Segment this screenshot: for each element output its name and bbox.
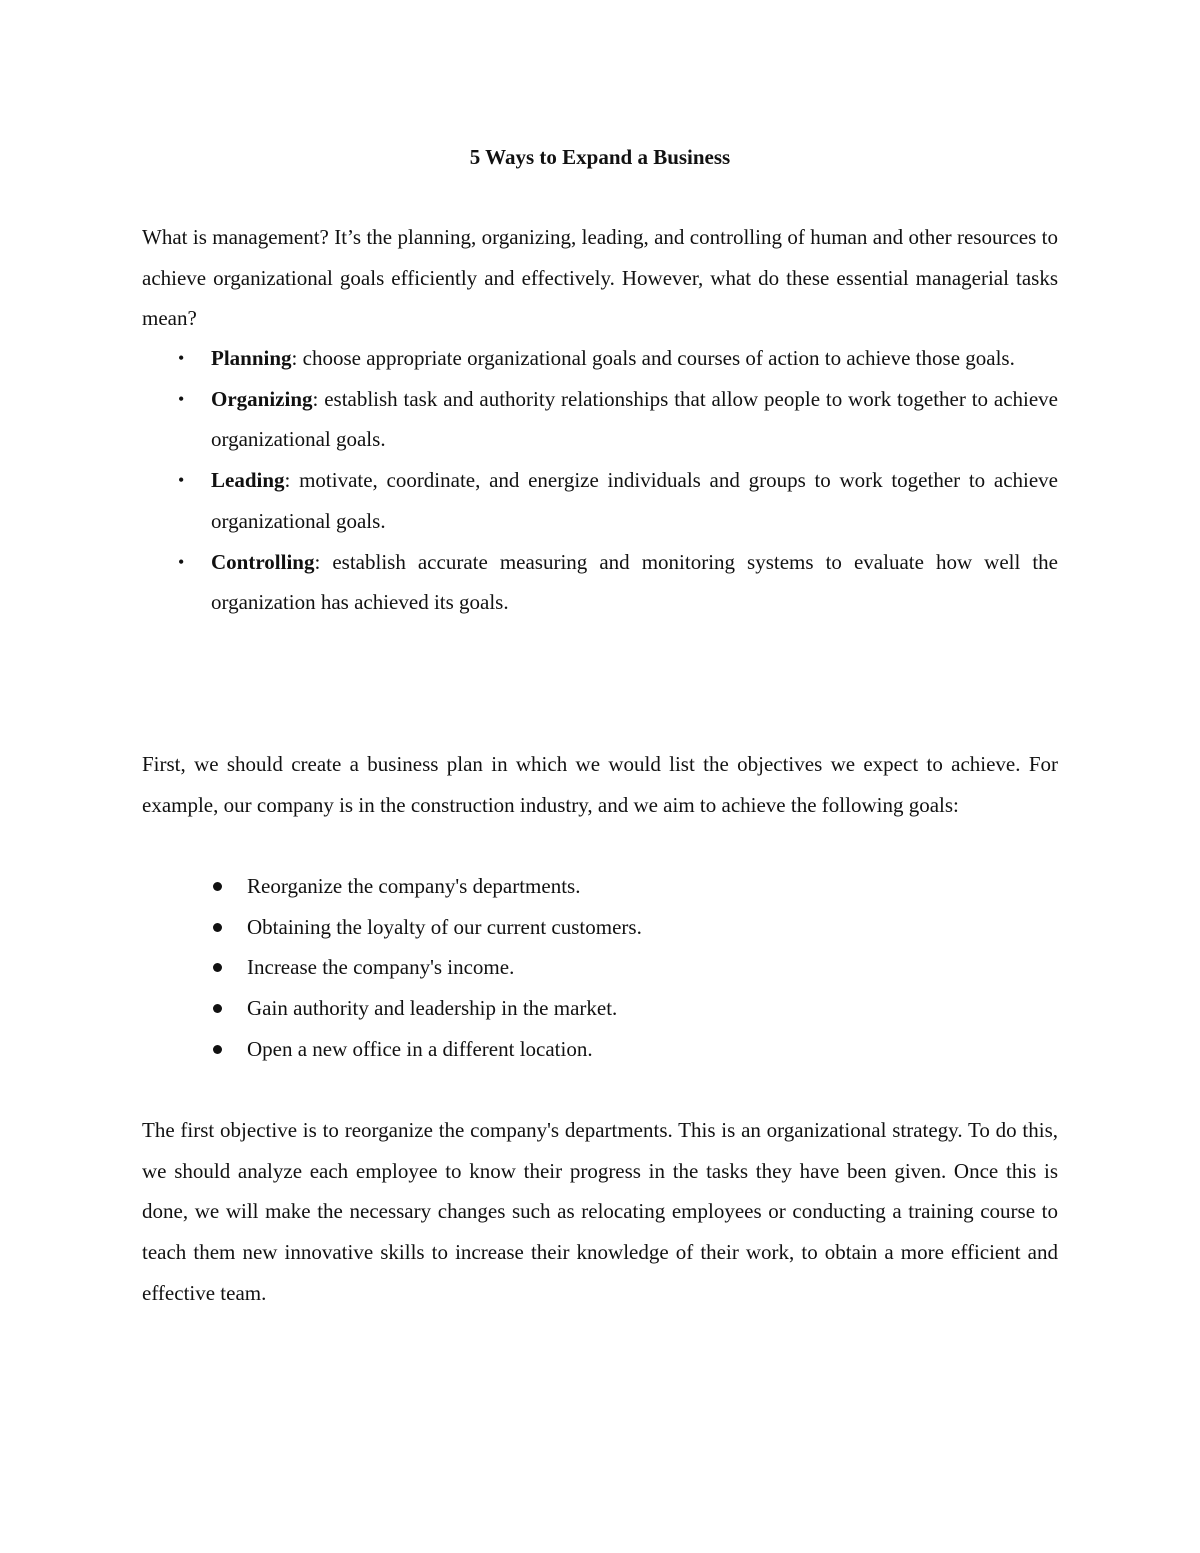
definition-term: Organizing bbox=[211, 386, 313, 411]
list-item bbox=[142, 1029, 1058, 1070]
definition-text: : establish accurate measuring and monitoring systems to evaluate how well the organization has achieved its goals. bbox=[211, 549, 1058, 615]
document-title: 5 Ways to Expand a Business bbox=[469, 145, 731, 169]
bullet-icon: • bbox=[178, 551, 185, 572]
definition-term: Planning bbox=[211, 346, 292, 370]
goal-text: Increase the company's income. bbox=[247, 955, 515, 980]
goals-list bbox=[142, 866, 1058, 1070]
list-item bbox=[142, 947, 1058, 988]
definition-text: : establish task and authority relationships that allow people to work together to achieve organizational goals. bbox=[211, 386, 1058, 452]
definition-term: Controlling bbox=[211, 549, 315, 574]
business-plan-paragraph: First, we should create a business plan in which we would list the objectives we expect to achieve. For example, our company is in the construction industry, and we aim to achieve the following goals: bbox=[142, 752, 1058, 817]
list-item bbox=[142, 866, 1058, 907]
list-item bbox=[142, 379, 1058, 460]
list-item bbox=[142, 988, 1058, 1029]
bullet-icon: • bbox=[178, 348, 185, 368]
list-item bbox=[142, 907, 1058, 948]
bullet-dot-icon bbox=[213, 1004, 222, 1013]
definition-term: Leading bbox=[211, 468, 285, 493]
definition-list bbox=[142, 338, 1058, 623]
bullet-icon: • bbox=[178, 388, 185, 409]
bullet-dot-icon bbox=[213, 882, 222, 891]
bullet-dot-icon bbox=[213, 923, 222, 932]
intro-paragraph: What is management? It’s the planning, organizing, leading, and controlling of human and other resources to achieve organizational goals efficiently and effectively. However, what do these essential managerial tasks mean? bbox=[142, 225, 1058, 331]
bullet-dot-icon bbox=[213, 1045, 222, 1054]
bullet-dot-icon bbox=[213, 963, 222, 972]
goal-text: Open a new office in a different location. bbox=[247, 1036, 593, 1061]
first-objective-paragraph: The first objective is to reorganize the company's departments. This is an organizational strategy. To do this, we should analyze each employee to know their progress in the tasks they have been given. Once this is done, we will make the necessary changes such as relocating employees or conducting a training course to teach them new innovative skills to increase their knowledge of their work, to obtain a more efficient and effective team. bbox=[142, 1118, 1058, 1305]
list-item bbox=[142, 542, 1058, 623]
list-item bbox=[142, 338, 1058, 379]
goal-text: Gain authority and leadership in the market. bbox=[247, 996, 618, 1021]
list-item bbox=[142, 460, 1058, 541]
definition-text: : choose appropriate organizational goals and courses of action to achieve those goals. bbox=[291, 346, 1015, 370]
definition-text: : motivate, coordinate, and energize individuals and groups to work together to achieve organizational goals. bbox=[211, 468, 1058, 533]
goal-text: Obtaining the loyalty of our current customers. bbox=[247, 914, 642, 939]
goal-text: Reorganize the company's departments. bbox=[247, 874, 581, 898]
bullet-icon: • bbox=[178, 470, 185, 491]
